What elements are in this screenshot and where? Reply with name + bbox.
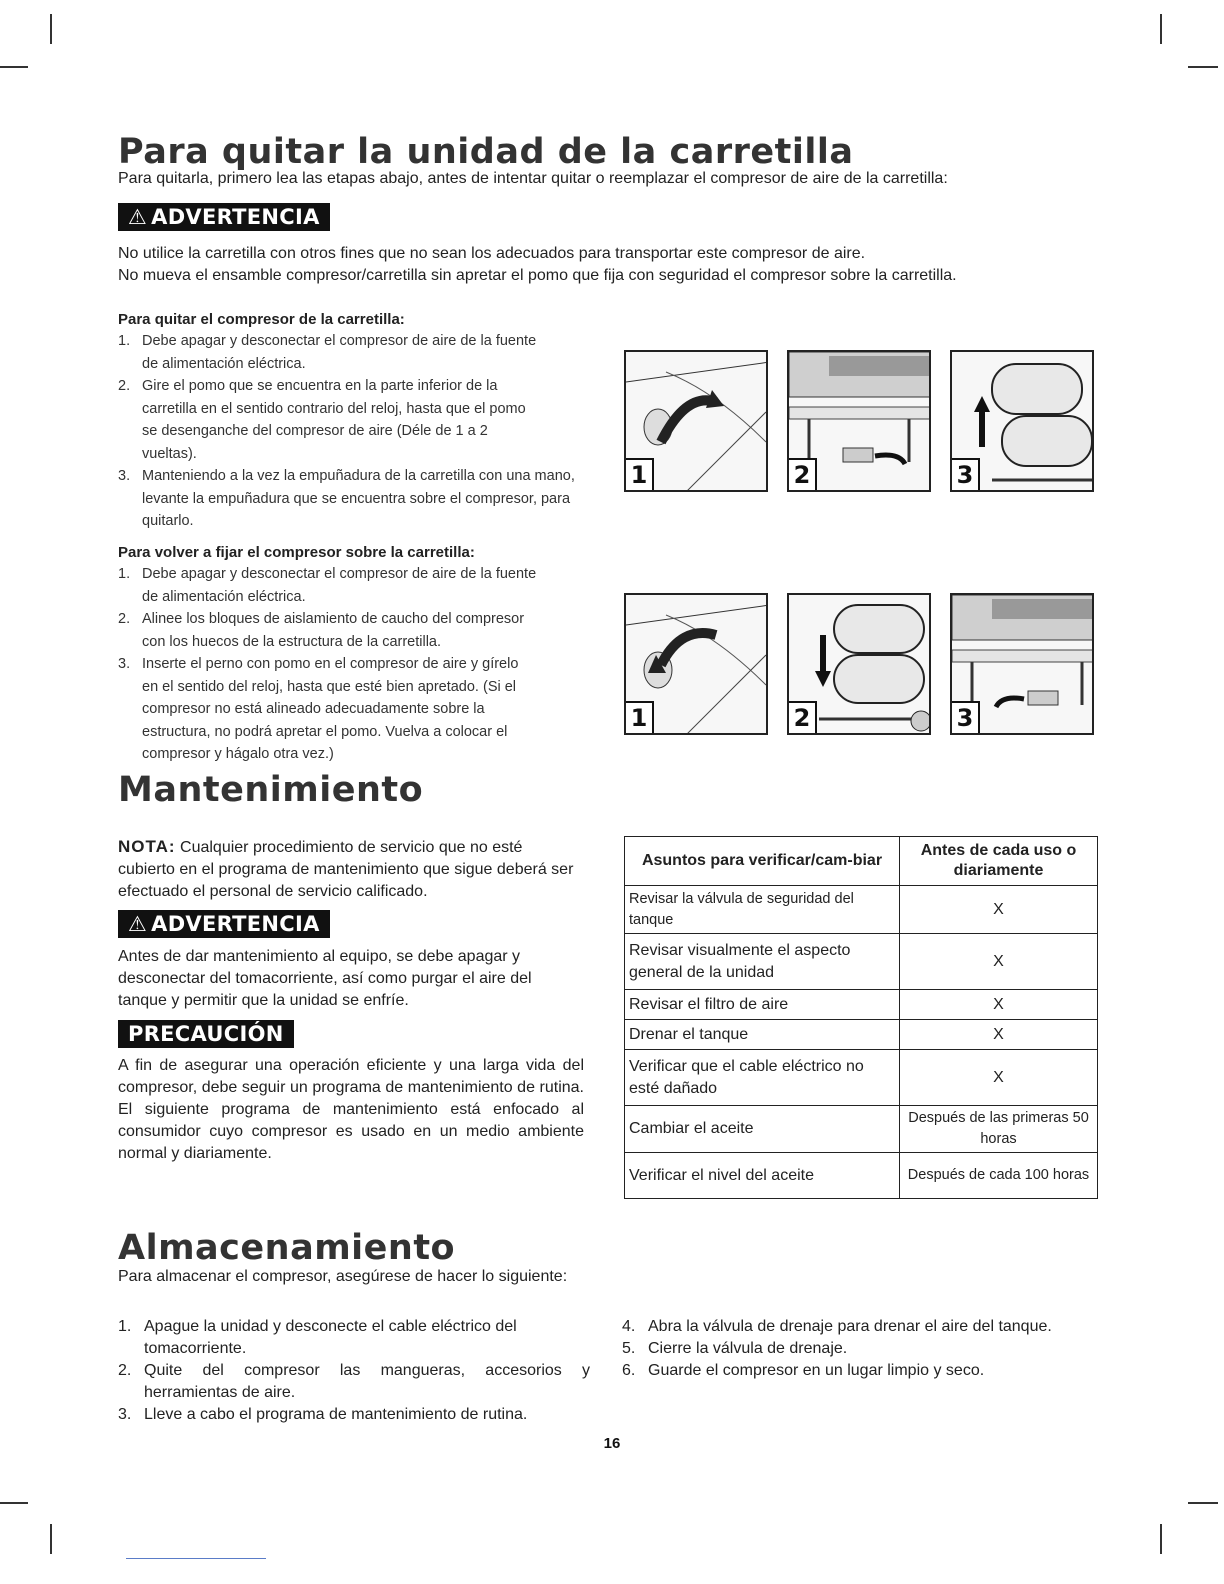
figure-number: 2 bbox=[789, 458, 817, 490]
table-cell: Cambiar el aceite bbox=[625, 1106, 900, 1153]
nota-label: NOTA: bbox=[118, 837, 176, 856]
table-cell: Drenar el tanque bbox=[625, 1020, 900, 1050]
warning-line: No mueva el ensamble compresor/carretilla sin apretar el pomo que fija con seguridad el compresor sobre la carretilla. bbox=[118, 267, 957, 284]
maintenance-warning-text: Antes de dar mantenimiento al equipo, se debe apagar y desconectar del tomacorriente, así como purgar el aire del tanque y permitir que la unidad se enfríe. bbox=[118, 948, 532, 1009]
warning-label: ADVERTENCIA bbox=[151, 912, 320, 936]
table-row bbox=[625, 1153, 1098, 1199]
figure-reattach-2 bbox=[787, 593, 931, 735]
table-cell: X bbox=[900, 1050, 1098, 1106]
warning-triangle-icon: ⚠ bbox=[128, 205, 148, 229]
table-cell: X bbox=[900, 1020, 1098, 1050]
table-cell: Revisar la válvula de seguridad del tanque bbox=[625, 886, 900, 934]
list-item: 3. Lleve a cabo el programa de mantenimiento de rutina. bbox=[118, 1406, 528, 1423]
list-item: 2. Alinee los bloques de aislamiento de caucho del compresor con los huecos de la estructura de la carretilla. bbox=[118, 611, 525, 650]
figure-number: 3 bbox=[952, 701, 980, 733]
figure-number: 2 bbox=[789, 701, 817, 733]
figure-remove-1 bbox=[624, 350, 768, 492]
list-item: 1. Debe apagar y desconectar el compresor de aire de la fuente de alimentación eléctrica. bbox=[118, 566, 537, 605]
figure-number: 1 bbox=[626, 701, 654, 733]
warning-label: ADVERTENCIA bbox=[151, 205, 320, 229]
crop-mark bbox=[50, 1524, 52, 1554]
page-number: 16 bbox=[603, 1435, 621, 1452]
bottom-rule bbox=[126, 1558, 266, 1559]
column-header: Asuntos para verificar/cam-biar bbox=[625, 837, 900, 886]
table-row bbox=[625, 934, 1098, 990]
reattach-steps bbox=[118, 563, 590, 766]
table-row bbox=[625, 1020, 1098, 1050]
crop-mark bbox=[1188, 1502, 1218, 1504]
table-row bbox=[625, 1050, 1098, 1106]
table-row bbox=[625, 1106, 1098, 1153]
warning-badge bbox=[118, 203, 330, 231]
table-cell: Después de cada 100 horas bbox=[900, 1153, 1098, 1199]
nota-text: Cualquier procedimiento de servicio que no esté cubierto en el programa de mantenimiento que sigue deberá ser efectuado el personal de servicio calificado. bbox=[118, 839, 574, 900]
section-title-storage: Almacenamiento bbox=[118, 1228, 456, 1268]
maintenance-table bbox=[624, 836, 1098, 1199]
list-item: 5. Cierre la válvula de drenaje. bbox=[622, 1340, 848, 1357]
figure-reattach-3 bbox=[950, 593, 1094, 735]
list-item: 2. Gire el pomo que se encuentra en la parte inferior de la carretilla en el sentido contrario del reloj, hasta que el pomo se desenganche del compresor de aire (Déle de 1 a 2 vueltas). bbox=[118, 378, 526, 462]
warning-triangle-icon: ⚠ bbox=[128, 912, 148, 936]
table-header-row bbox=[625, 837, 1098, 886]
section-title-maintenance: Mantenimiento bbox=[118, 770, 424, 810]
table-cell: Después de las primeras 50 horas bbox=[900, 1106, 1098, 1153]
table-cell: X bbox=[900, 886, 1098, 934]
table-cell: X bbox=[900, 990, 1098, 1020]
table-cell: Revisar visualmente el aspecto general de la unidad bbox=[625, 934, 900, 990]
table-cell: Verificar el nivel del aceite bbox=[625, 1153, 900, 1199]
list-item: 3. Inserte el perno con pomo en el compresor de aire y gírelo en el sentido del reloj, hasta que esté bien apretado. (Si el compresor no está alineado adecuadamente sobre la estructura, no podrá apretar el pomo. Vuelva a colocar el compresor y hágalo otra vez.) bbox=[118, 656, 519, 762]
table-cell: Revisar el filtro de aire bbox=[625, 990, 900, 1020]
figure-remove-2 bbox=[787, 350, 931, 492]
table-cell: X bbox=[900, 934, 1098, 990]
list-item: 2. Quite del compresor las mangueras, accesorios y herramientas de aire. bbox=[118, 1362, 590, 1401]
list-item: 1. Debe apagar y desconectar el compresor de aire de la fuente de alimentación eléctrica. bbox=[118, 333, 537, 372]
figure-reattach-1 bbox=[624, 593, 768, 735]
caution-badge bbox=[118, 1020, 294, 1048]
storage-steps-right bbox=[622, 1316, 1098, 1382]
crop-mark bbox=[0, 66, 28, 68]
list-item: 3. Manteniendo a la vez la empuñadura de la carretilla con una mano, levante la empuñadura que se encuentra sobre el compresor, para quitarlo. bbox=[118, 468, 575, 529]
storage-steps-left bbox=[118, 1316, 592, 1426]
list-item: 1. Apague la unidad y desconecte el cable eléctrico del tomacorriente. bbox=[118, 1318, 517, 1357]
remove-steps bbox=[118, 330, 590, 533]
caution-label: PRECAUCIÓN bbox=[128, 1022, 284, 1046]
storage-intro: Para almacenar el compresor, asegúrese de hacer lo siguiente: bbox=[118, 1268, 568, 1285]
warning-badge bbox=[118, 910, 330, 938]
column-header: Antes de cada uso o diariamente bbox=[900, 837, 1098, 886]
warning-line: No utilice la carretilla con otros fines que no sean los adecuados para transportar este compresor de aire. bbox=[118, 245, 866, 262]
reattach-heading: Para volver a fijar el compresor sobre la carretilla: bbox=[118, 544, 475, 561]
figure-number: 3 bbox=[952, 458, 980, 490]
list-item: 4. Abra la válvula de drenaje para drenar el aire del tanque. bbox=[622, 1318, 1052, 1335]
crop-mark bbox=[1188, 66, 1218, 68]
crop-mark bbox=[0, 1502, 28, 1504]
crop-mark bbox=[1160, 1524, 1162, 1554]
maintenance-caution-text: A fin de asegurar una operación eficiente y una larga vida del compresor, debe seguir un programa de mantenimiento de rutina. El siguiente programa de mantenimiento está enfocado al consumidor cuyo compresor es usado en un medio ambiente normal y diariamente. bbox=[118, 1057, 584, 1162]
crop-mark bbox=[50, 14, 52, 44]
table-row bbox=[625, 990, 1098, 1020]
crop-mark bbox=[1160, 14, 1162, 44]
figure-number: 1 bbox=[626, 458, 654, 490]
table-row bbox=[625, 886, 1098, 934]
figure-remove-3 bbox=[950, 350, 1094, 492]
nota-paragraph bbox=[118, 836, 578, 903]
remove-heading: Para quitar el compresor de la carretilla: bbox=[118, 311, 405, 328]
section-intro: Para quitarla, primero lea las etapas abajo, antes de intentar quitar o reemplazar el compresor de aire de la carretilla: bbox=[118, 170, 948, 187]
table-cell: Verificar que el cable eléctrico no esté dañado bbox=[625, 1050, 900, 1106]
section-title-remove-unit: Para quitar la unidad de la carretilla bbox=[118, 132, 854, 172]
list-item: 6. Guarde el compresor en un lugar limpio y seco. bbox=[622, 1362, 985, 1379]
